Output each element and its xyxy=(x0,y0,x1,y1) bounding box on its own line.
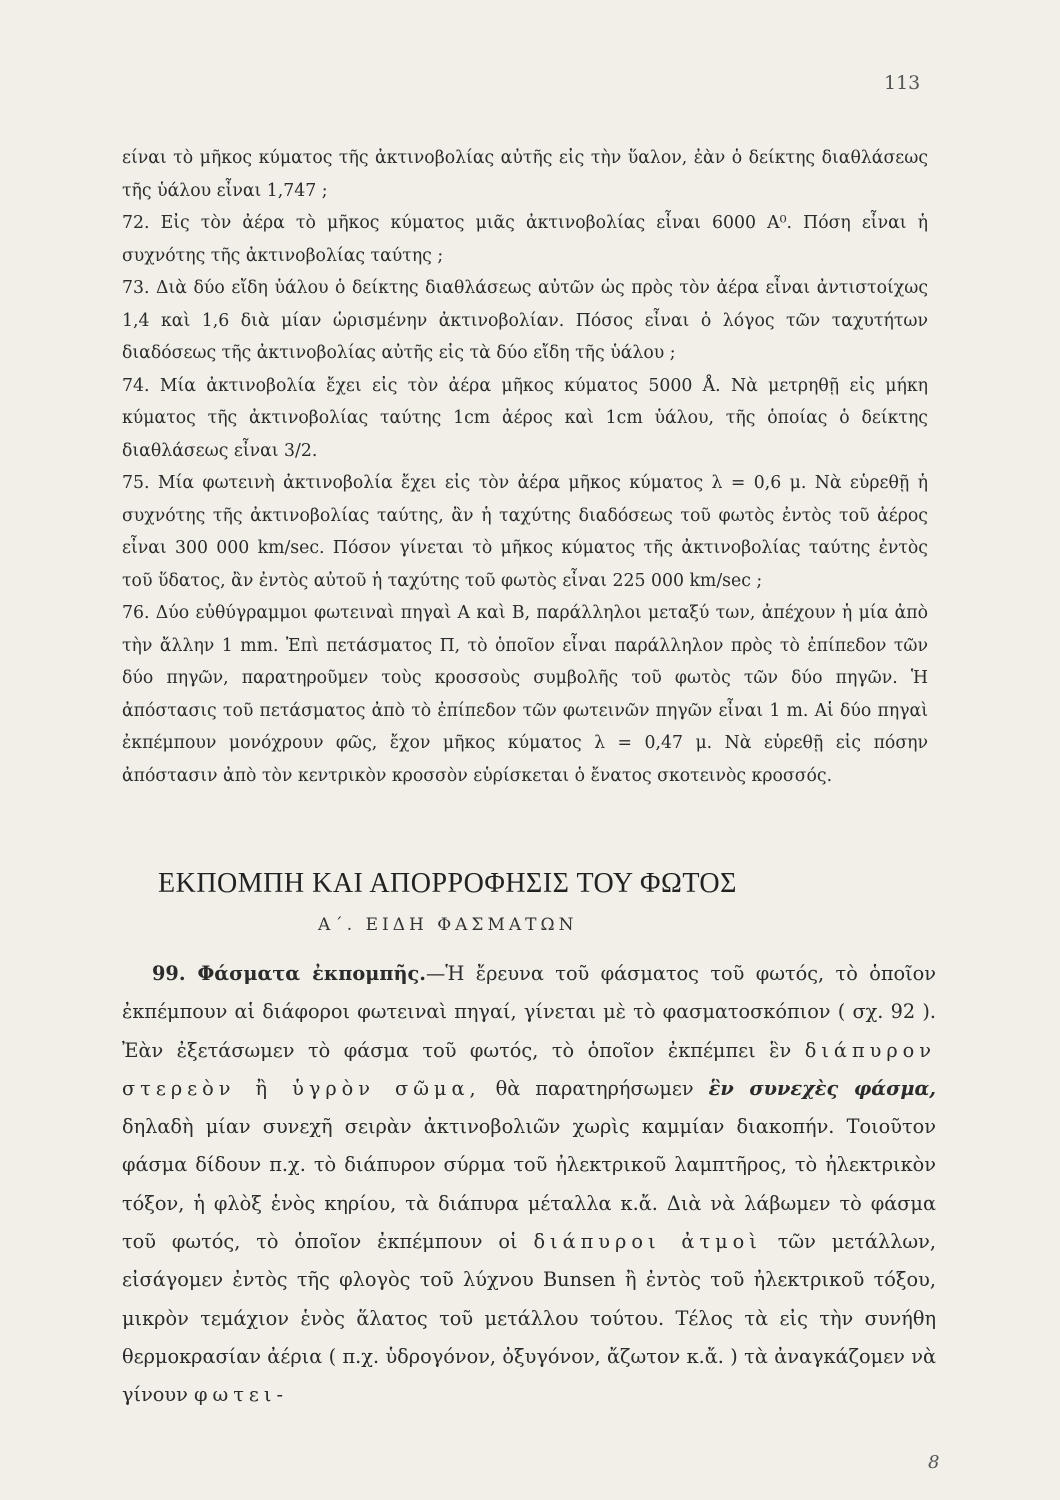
emphasis-phrase: ἓν συνεχὲς φάσμα, xyxy=(708,1076,936,1100)
page-number: 113 xyxy=(884,72,921,94)
problem-continuation: είναι τὸ μῆκος κύματος τῆς ἀκτινοβολίας αὐτῆς εἰς τὴν ὕαλον, ἐὰν ὁ δείκτης διαθλάσεως τῆς ὑάλου εἶναι 1,747 ; xyxy=(122,148,928,201)
spaced-phrase-1: διάπυρον στερεὸν ἢ ὑγρὸν σῶμα, xyxy=(122,1038,936,1100)
problems-list xyxy=(122,142,928,792)
problem-75: 75. Μία φωτεινὴ ἀκτινοβολία ἔχει εἰς τὸν ἀέρα μῆκος κύματος λ = 0,6 μ. Νὰ εὑρεθῇ ἡ συχνότης τῆς ἀκτινοβολίας ταύτης, ἂν ἡ ταχύτης διαδόσεως τοῦ φωτὸς ἐντὸς τοῦ ἀέρος εἶναι 300 000 km/sec. Πόσον γίνεται τὸ μῆκος κύματος τῆς ἀκτινοβολίας ταύτης ἐντὸς τοῦ ὕδατος, ἂν ἐντὸς αὐτοῦ ἡ ταχύτης τοῦ φωτὸς εἶναι 225 000 km/sec ; xyxy=(122,473,928,591)
section-title: ΕΚΠΟΜΠΗ ΚΑΙ ΑΠΟΡΡΟΦΗΣΙΣ ΤΟΥ ΦΩΤΟΣ xyxy=(158,868,737,899)
body-part-2: θὰ παρατηρήσωμεν xyxy=(495,1076,694,1100)
problem-76: 76. Δύο εὐθύγραμμοι φωτειναὶ πηγαὶ Α καὶ Β, παράλληλοι μεταξύ των, ἀπέχουν ἡ μία ἀπὸ τὴν ἄλλην 1 mm. Ἐπὶ πετάσματος Π, τὸ ὁποῖον εἶναι παράλληλον πρὸς τὸ ἐπίπεδον τῶν δύο πηγῶν, παρατηροῦμεν τοὺς κροσσοὺς συμβολῆς τοῦ φωτὸς τῶν δύο πηγῶν. Ἡ ἀπόστασις τοῦ πετάσματος ἀπὸ τὸ ἐπίπεδον τῶν φωτεινῶν πηγῶν εἶναι 1 m. Αἱ δύο πηγαὶ ἐκπέμπουν μονόχρουν φῶς, ἔχον μῆκος κύματος λ = 0,47 μ. Νὰ εὑρεθῇ εἰς πόσην ἀπόστασιν ἀπὸ τὸν κεντρικὸν κροσσὸν εὑρίσκεται ὁ ἔνατος σκοτεινὸς κροσσός. xyxy=(122,603,928,786)
body-part-4: τῶν μετάλλων, εἰσάγομεν ἐντὸς τῆς φλογὸς τοῦ λύχνου Bunsen ἢ ἐντὸς τοῦ ἠλεκτρικοῦ τόξου, μικρὸν τεμάχιον ἑνὸς ἅλατος τοῦ μετάλλου τούτου. Τέλος τὰ εἰς τὴν συνήθη θερμοκρασίαν ἀέρια ( π.χ. ὑδρογόνον, ὀξυγόνον, ἄζωτον κ.ἄ. ) τὰ ἀναγκάζομεν νὰ γίνουν xyxy=(122,1230,936,1407)
problem-72: 72. Εἰς τὸν ἀέρα τὸ μῆκος κύματος μιᾶς ἀκτινοβολίας εἶναι 6000 A⁰. Πόση εἶναι ἡ συχνότης τῆς ἀκτινοβολίας ταύτης ; xyxy=(122,213,928,266)
body-part-3: δηλαδὴ μίαν συνεχῆ σειρὰν ἀκτινοβολιῶν χωρὶς καμμίαν διακοπήν. Τοιοῦτον φάσμα δίδουν π.χ. τὸ διάπυρον σύρμα τοῦ ἠλεκτρικοῦ λαμπτῆρος, τὸ ἠλεκτρικὸν τόξον, ἡ φλὸξ ἑνὸς κηρίου, τὰ διάπυρα μέταλλα κ.ἄ. Διὰ νὰ λάβωμεν τὸ φάσμα τοῦ φωτός, τὸ ὁποῖον ἐκπέμπουν οἱ xyxy=(122,1115,936,1254)
paragraph-heading: 99. Φάσματα ἐκπομπῆς. xyxy=(152,962,426,985)
spaced-phrase-2: διάπυροι ἀτμοὶ xyxy=(533,1230,762,1254)
signature-mark: 8 xyxy=(928,1452,940,1473)
subsection-title: Α΄. ΕΙΔΗ ΦΑΣΜΑΤΩΝ xyxy=(318,915,578,935)
paragraph-99 xyxy=(122,955,936,1415)
spaced-phrase-3: φωτει- xyxy=(194,1383,288,1407)
problem-74: 74. Μία ἀκτινοβολία ἔχει εἰς τὸν ἀέρα μῆκος κύματος 5000 Å. Νὰ μετρηθῇ εἰς μήκη κύματος τῆς ἀκτινοβολίας ταύτης 1cm ἀέρος καὶ 1cm ὑάλου, τῆς ὁποίας ὁ δείκτης διαθλάσεως εἶναι 3/2. xyxy=(122,375,928,461)
body-part-1: —Ἡ ἔρευνα τοῦ φάσματος τοῦ φωτός, τὸ ὁποῖον ἐκπέμπουν αἱ διάφοροι φωτειναὶ πηγαί, γίνεται μὲ τὸ φασματοσκόπιον ( σχ. 92 ). Ἐὰν ἐξετάσωμεν τὸ φάσμα τοῦ φωτός, τὸ ὁποῖον ἐκπέμπει ἓν xyxy=(122,962,936,1062)
problem-73: 73. Διὰ δύο εἴδη ὑάλου ὁ δείκτης διαθλάσεως αὐτῶν ὡς πρὸς τὸν ἀέρα εἶναι ἀντιστοίχως 1,4 καὶ 1,6 διὰ μίαν ὡρισμένην ἀκτινοβολίαν. Πόσος εἶναι ὁ λόγος τῶν ταχυτήτων διαδόσεως τῆς ἀκτινοβολίας αὐτῆς εἰς τὰ δύο εἴδη τῆς ὑάλου ; xyxy=(122,278,928,363)
section-body xyxy=(122,955,936,1415)
